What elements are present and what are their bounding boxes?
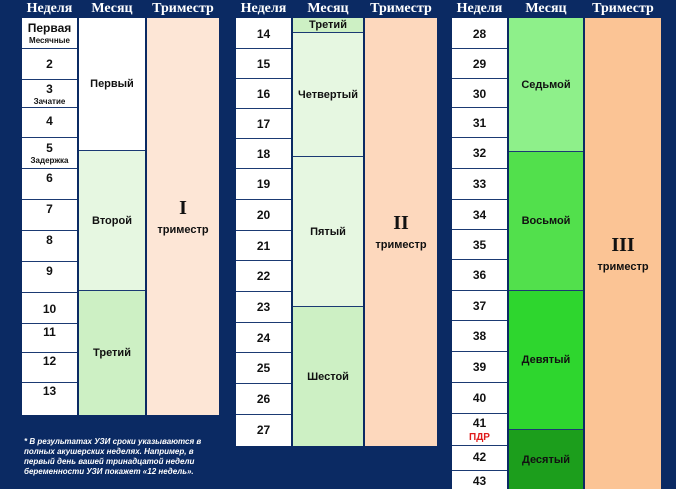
week-number: 32 <box>472 146 487 160</box>
week-row <box>236 200 291 231</box>
week-row <box>236 109 291 139</box>
trimester-roman: I <box>179 196 187 219</box>
week-number: 22 <box>256 269 271 283</box>
week-row <box>452 471 507 489</box>
week-number: 36 <box>472 268 487 282</box>
trimester-label: триместр <box>375 239 427 251</box>
header-month-1: Месяц <box>91 1 133 16</box>
panel2-trimester-cell <box>365 18 437 446</box>
week-row <box>452 446 507 471</box>
week-row <box>22 108 77 138</box>
week-row <box>22 49 77 80</box>
month-cell: Седьмой <box>509 18 583 152</box>
week-note: Задержка <box>30 156 69 165</box>
week-row <box>22 353 77 383</box>
footnote: * В результатах УЗИ сроки указываются в полных акушерских неделях. Например, в первый день вашей тринадцатой недели беременности УЗИ покажет «12 недель». <box>24 437 202 476</box>
header-trimester-1: Триместр <box>152 1 214 16</box>
month-cell: Восьмой <box>509 152 583 291</box>
week-number: 12 <box>42 354 57 368</box>
week-row <box>236 231 291 261</box>
week-number: 28 <box>472 27 487 41</box>
week-row <box>22 383 77 415</box>
month-cell: Десятый <box>509 430 583 489</box>
week-number: 39 <box>472 360 487 374</box>
week-note: Зачатие <box>33 97 66 106</box>
week-number: 16 <box>256 87 271 101</box>
week-row <box>452 260 507 291</box>
week-row <box>22 293 77 324</box>
header-week-2: Неделя <box>240 1 287 16</box>
week-number: 37 <box>472 299 487 313</box>
week-row <box>236 384 291 415</box>
panel1-trimester-cell <box>147 18 219 415</box>
due-date-label: ПДР <box>469 432 490 443</box>
week-number: 14 <box>256 27 271 41</box>
week-row <box>236 415 291 446</box>
week-number: 34 <box>472 208 487 222</box>
week-row <box>22 80 77 108</box>
header-month-2: Месяц <box>307 1 349 16</box>
month-cell: Третий <box>293 18 363 33</box>
panel2-week-column <box>236 18 291 446</box>
week-number: 13 <box>42 384 57 398</box>
week-row <box>452 169 507 200</box>
header-trimester-3: Триместр <box>592 1 654 16</box>
week-number: 38 <box>472 329 487 343</box>
week-number: 41 <box>472 416 487 430</box>
week-number: 17 <box>256 117 271 131</box>
week-row <box>22 169 77 200</box>
month-cell: Шестой <box>293 307 363 446</box>
header-month-3: Месяц <box>525 1 567 16</box>
month-cell: Пятый <box>293 157 363 307</box>
month-cell: Первый <box>79 18 145 151</box>
week-row <box>236 353 291 384</box>
week-row <box>452 414 507 446</box>
week-row <box>22 138 77 169</box>
panel1-month-column <box>79 18 145 415</box>
week-row <box>236 18 291 49</box>
week-number: 10 <box>42 302 57 316</box>
week-row <box>452 230 507 260</box>
week-number: 5 <box>46 141 53 155</box>
panel3-week-column <box>452 18 507 489</box>
week-row <box>22 231 77 262</box>
week-number: 6 <box>46 171 53 185</box>
week-row <box>452 49 507 79</box>
trimester-label: триместр <box>597 260 649 273</box>
week-number: 21 <box>256 239 271 253</box>
week-row <box>22 200 77 231</box>
week-number: 35 <box>472 238 487 252</box>
week-number: 25 <box>256 361 271 375</box>
trimester-roman: II <box>393 212 409 234</box>
week-row <box>22 18 77 49</box>
week-number: 18 <box>256 147 271 161</box>
week-row <box>452 108 507 138</box>
month-cell: Четвертый <box>293 33 363 157</box>
week-number: 23 <box>256 300 271 314</box>
panel3-month-column <box>509 18 583 489</box>
week-number: 33 <box>472 177 487 191</box>
week-row <box>236 139 291 169</box>
month-cell: Второй <box>79 151 145 291</box>
week-number: 26 <box>256 392 271 406</box>
week-row <box>236 169 291 200</box>
week-row <box>22 262 77 293</box>
week-row <box>452 79 507 108</box>
header-week-3: Неделя <box>456 1 503 16</box>
week-row <box>452 200 507 230</box>
week-number: 30 <box>472 87 487 101</box>
week-number: 27 <box>256 423 271 437</box>
week-number: 7 <box>46 202 53 216</box>
header-trimester-2: Триместр <box>370 1 432 16</box>
week-row <box>236 49 291 79</box>
week-row <box>22 324 77 353</box>
week-number: 4 <box>46 114 53 128</box>
week-number: 2 <box>46 57 53 71</box>
panel3-trimester-cell <box>585 18 661 489</box>
week-row <box>452 352 507 383</box>
week-number: Первая <box>27 21 72 35</box>
month-cell: Третий <box>79 291 145 415</box>
week-number: 40 <box>472 391 487 405</box>
trimester-label: триместр <box>157 223 209 236</box>
week-number: 3 <box>46 82 53 96</box>
week-row <box>236 323 291 353</box>
week-row <box>452 321 507 352</box>
week-note: Месячные <box>29 36 70 45</box>
week-row <box>452 18 507 49</box>
trimester-roman: III <box>611 233 635 256</box>
week-number: 8 <box>46 233 53 247</box>
week-number: 20 <box>256 208 271 222</box>
week-number: 29 <box>472 57 487 71</box>
week-row <box>452 291 507 321</box>
week-number: 15 <box>256 57 271 71</box>
week-number: 31 <box>472 116 487 130</box>
week-number: 42 <box>472 450 487 464</box>
week-row <box>236 79 291 109</box>
week-number: 9 <box>46 264 53 278</box>
week-number: 19 <box>256 177 271 191</box>
month-cell: Девятый <box>509 291 583 430</box>
panel2-month-column <box>293 18 363 446</box>
week-row <box>452 138 507 169</box>
week-number: 24 <box>256 331 271 345</box>
week-row <box>236 261 291 292</box>
week-number: 11 <box>43 325 56 339</box>
week-row <box>236 292 291 323</box>
week-row <box>452 383 507 414</box>
week-number: 43 <box>472 474 487 488</box>
panel1-week-column <box>22 18 77 415</box>
header-week-1: Неделя <box>26 1 73 16</box>
